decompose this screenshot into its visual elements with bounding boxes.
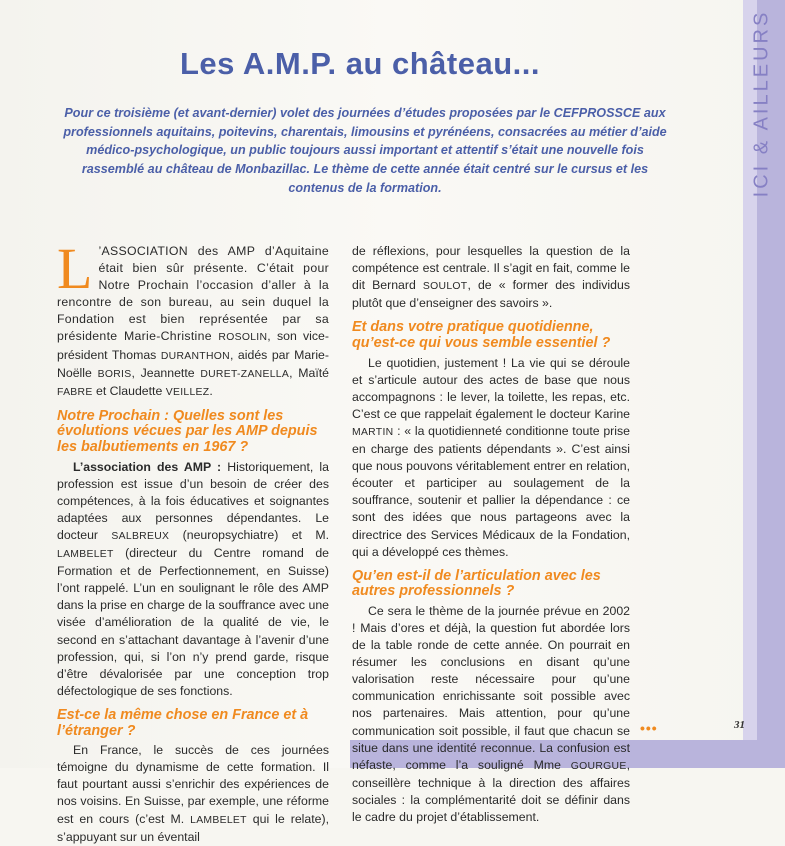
paragraph-2: L’association des AMP : Historiquement, la profession est issue d’un besoin de créer des compétences, à la fois éducatives et soignantes adaptées aux personnes dépendantes. Le docteur SALBREUX (neuropsychiatre) et M. LAMBELET (directeur du Centre romand de Formation et de Perfectionnement, en Suisse) l’ont rappelé. L’un en soulignant le rôle des AMP dans la prise en charge de la souffrance avec une visée d’amélioration de la qualité de vie, le second en s’attachant davantage à l’avenir d’une profession, qui, si l’on n’y prend garde, risque d’être dévalorisée par une conception trop défectologique de ses fonctions.	[57, 459, 329, 698]
paragraph-6: Ce sera le thème de la journée prévue en 2002 ! Mais d’ores et déjà, la question fut abordée lors de la table ronde de cette année. On pourrait en résumer les conclusions en disant qu’une valorisation reste nécessaire pour qu’une communication enrichissante soit possible avec nos partenaires. Mais attention, pour qu’une communication soit possible, il faut que chacun se situe dans une identité reconnue. La confusion est néfaste, comme l’a souligné Mme GOURGUE, conseillère technique à la direction des affaires sociales : la complémentarité doit se définir dans le cadre du projet d’établissement.	[352, 603, 630, 824]
dropcap: L	[57, 236, 93, 301]
section-label-text: ICI & AILLEURS	[750, 9, 773, 197]
article-title: Les A.M.P. au château...	[179, 46, 540, 81]
question-heading-2: Est-ce la même chose en France et à l’étranger ?	[57, 706, 309, 739]
question-heading-4: Qu’en est-il de l’articulation avec les autres professionnels ?	[352, 567, 601, 600]
page-number: 31	[734, 719, 745, 731]
end-dots: •••	[640, 720, 658, 736]
paragraph-1: L ’ASSOCIATION des AMP d’Aquitaine était bien sûr présente. C’était pour Notre Prochain l’occasion d’aller à la rencontre de son bureau, au sein duquel la Fondation est bien représentée par sa présidente Marie-Christine ROSOLIN, son vice-président Thomas DURANTHON, aidés par Marie-Noëlle BORIS, Jeannette DURET-ZANELLA, Maïté FABRE et Claudette VEILLEZ.	[57, 236, 330, 398]
left-column	[57, 236, 330, 846]
paragraph-3: En France, le succès de ces journées témoigne du dynamisme de cette formation. Il faut pourtant aussi s’enrichir des expériences de nos voisins. En Suisse, par exemple, une réforme est en cours (c’est M. LAMBELET qui le relate), s’appuyant sur un éventail	[57, 743, 329, 844]
paragraph-4: de réflexions, pour lesquelles la question de la compétence est centrale. Il s’agit en fait, comme le dit Bernard SOULOT, de « former des individus plutôt que d’enseigner des savoirs ».	[352, 244, 630, 311]
question-heading-1: Notre Prochain : Quelles sont les évolutions vécues par les AMP depuis les balbutiements en 1967 ?	[57, 407, 318, 456]
question-heading-3: Et dans votre pratique quotidienne, qu’est-ce qui vous semble essentiel ?	[352, 319, 611, 351]
paragraph-5: Le quotidien, justement ! La vie qui se déroule et s’articule autour des actes de base que nous accompagnons : le lever, la toilette, les repas, etc. C’est ce que rappelait également le docteur Karine MARTIN : « la quotidienneté conditionne toute prise en charge des patients dépendants ». C’est ainsi que nous pouvons véritablement entrer en relation, écouter et participer au soulagement de la souffrance, soutenir et pallier la dépendance : ce sont des idées que nous partageons avec la directrice des Services Médicaux de la Fondation, qui a développé ces thèmes.	[352, 355, 630, 559]
section-label	[749, 9, 775, 197]
article-intro: Pour ce troisième (et avant-dernier) volet des journées d’études proposées par le CEFPROSSCE aux professionnels aquitains, poitevins, charentais, limousins et pyrénéens, consacrées au métier d’aide médico-psychologique, un public toujours aussi important et attentif s’était une nouvelle fois rassemblé au château de Monbazillac. Le thème de cette année était centré sur le cursus et les contenus de la formation.	[63, 106, 667, 195]
right-column	[352, 243, 630, 826]
